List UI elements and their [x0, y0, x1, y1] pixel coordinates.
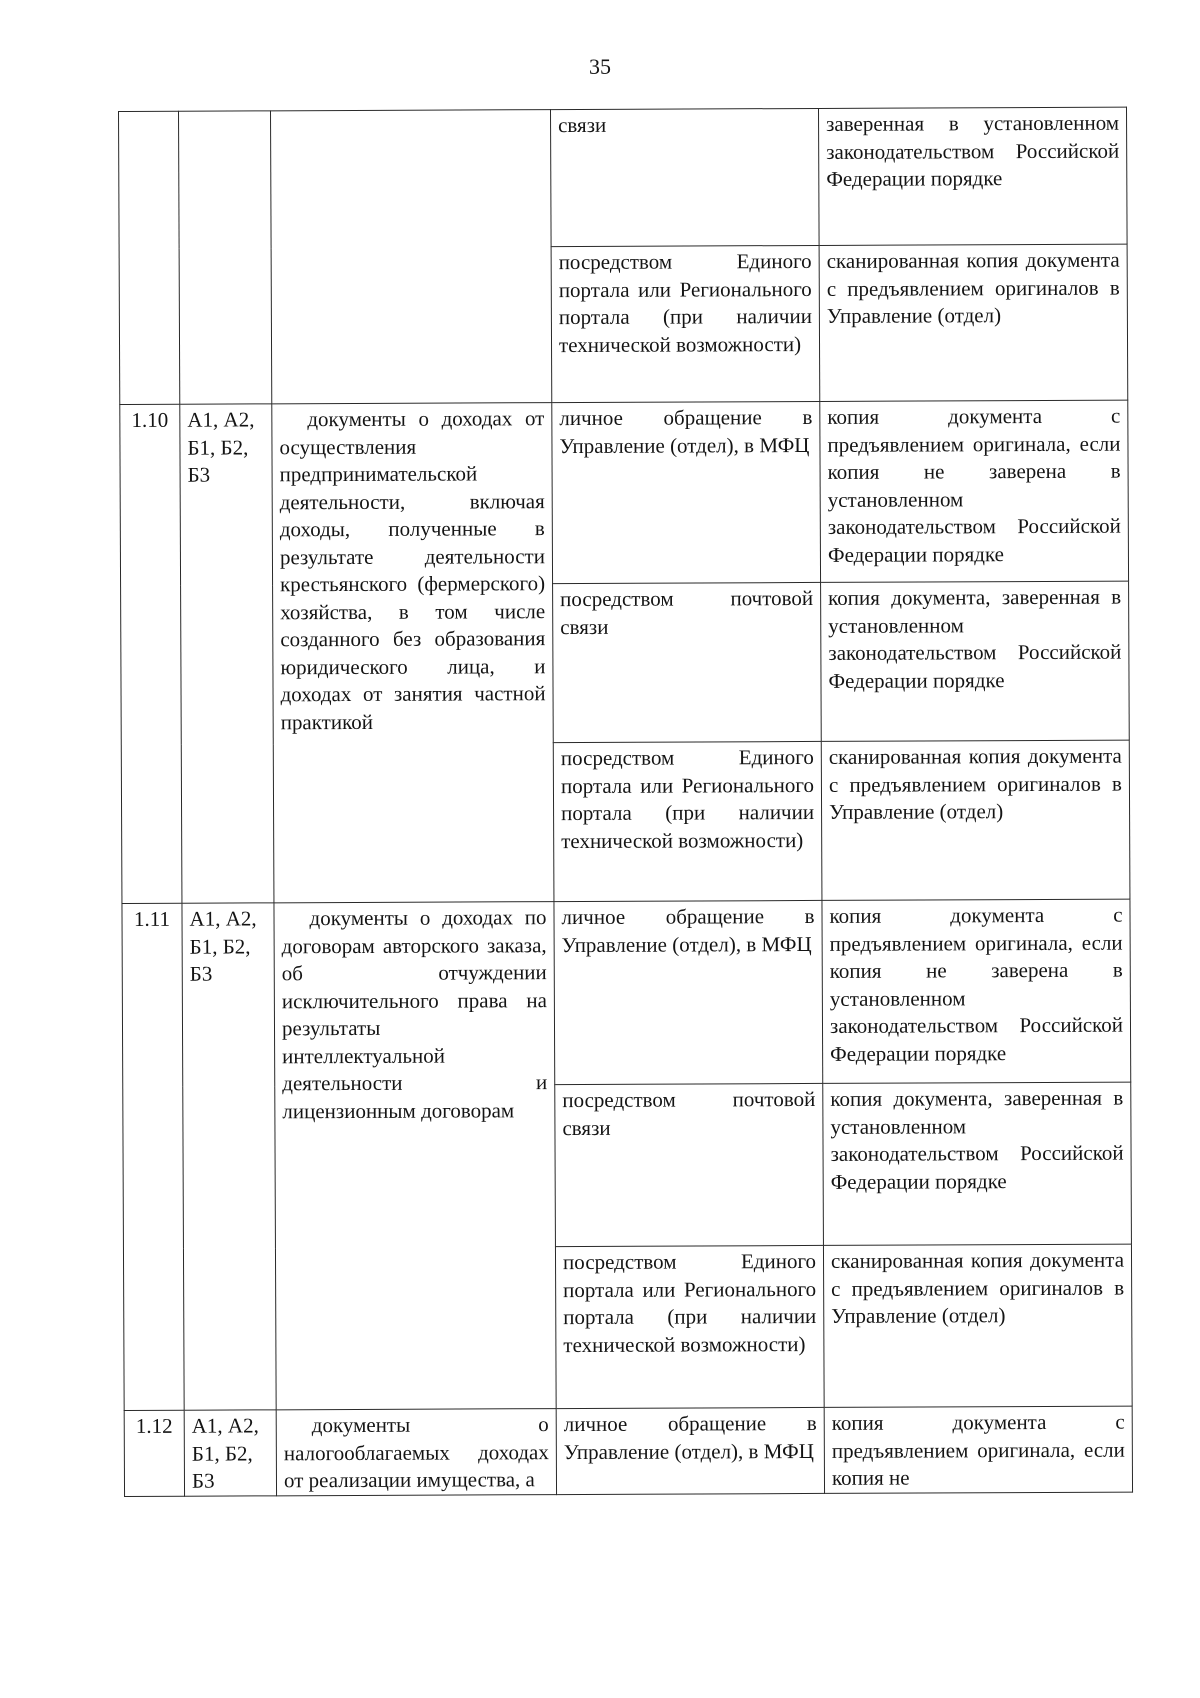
form-cell: сканированная копия документа с предъявлением оригиналов в Управление (отдел) [821, 740, 1130, 900]
method-cell: посредством Единого портала или Регионального портала (при наличии технической возможности) [551, 245, 820, 402]
form-cell: копия документа с предъявлением оригинала, если копия не [824, 1406, 1132, 1493]
method-cell: личное обращение в Управление (отдел), в МФЦ [554, 900, 823, 1084]
row-number-cell: 1.12 [124, 1410, 184, 1496]
row-number-cell: 1.10 [120, 404, 182, 903]
form-cell: копия документа с предъявлением оригинала, если копия не заверена в установленном законодательством Российской Федерации порядке [820, 400, 1129, 582]
document-cell [271, 110, 552, 404]
method-cell: посредством почтовой связи [553, 582, 822, 742]
method-cell: посредством Единого портала или Регионального портала (при наличии технической возможности) [553, 741, 822, 901]
table-row [124, 1406, 1132, 1496]
form-cell: заверенная в установленном законодательством Российской Федерации порядке [818, 107, 1127, 245]
method-cell: посредством Единого портала или Регионального портала (при наличии технической возможности) [555, 1245, 824, 1408]
row-number-cell: 1.11 [122, 903, 184, 1410]
groups-cell: А1, А2, Б1, Б2, Б3 [180, 404, 274, 903]
method-cell: личное обращение в Управление (отдел), в МФЦ [552, 401, 821, 583]
document-cell [274, 902, 556, 1410]
document-text: документы о доходах от осуществления предпринимательской деятельности, включая доходы, полученные в результате деятельности крестьянского (фермерского) хозяйства, в том числе созданного без образования юридического лица, и доходах от занятия частной практикой [279, 406, 546, 734]
groups-cell: А1, А2, Б1, Б2, Б3 [184, 1410, 276, 1496]
row-number-cell [119, 111, 180, 404]
method-cell: связи [550, 108, 819, 246]
form-cell: сканированная копия документа с предъявлением оригиналов в Управление (отдел) [819, 244, 1128, 401]
form-cell: сканированная копия документа с предъявлением оригиналов в Управление (отдел) [823, 1244, 1132, 1407]
table-row [120, 400, 1129, 585]
documents-table [118, 107, 1133, 1497]
document-text: документы о налогооблагаемых доходах от реализации имущества, а [283, 1412, 549, 1493]
form-cell: копия документа с предъявлением оригинала, если копия не заверена в установленном законодательством Российской Федерации порядке [822, 899, 1131, 1083]
method-cell: посредством почтовой связи [555, 1083, 824, 1246]
document-cell [276, 1409, 556, 1496]
groups-cell: А1, А2, Б1, Б2, Б3 [182, 903, 276, 1410]
form-cell: копия документа, заверенная в установленном законодательством Российской Федерации порядке [821, 581, 1130, 741]
method-cell: личное обращение в Управление (отдел), в МФЦ [556, 1407, 824, 1494]
table-row [119, 107, 1128, 248]
table-row [122, 899, 1131, 1086]
groups-cell [179, 111, 272, 404]
page-number: 35 [589, 54, 611, 79]
document-text: документы о доходах по договорам авторского заказа, об отчуждении исключительного права на результаты интеллектуальной деятельности и лицензионным договорам [281, 905, 548, 1123]
form-cell: копия документа, заверенная в установленном законодательством Российской Федерации порядке [823, 1082, 1132, 1245]
document-cell [272, 403, 554, 903]
